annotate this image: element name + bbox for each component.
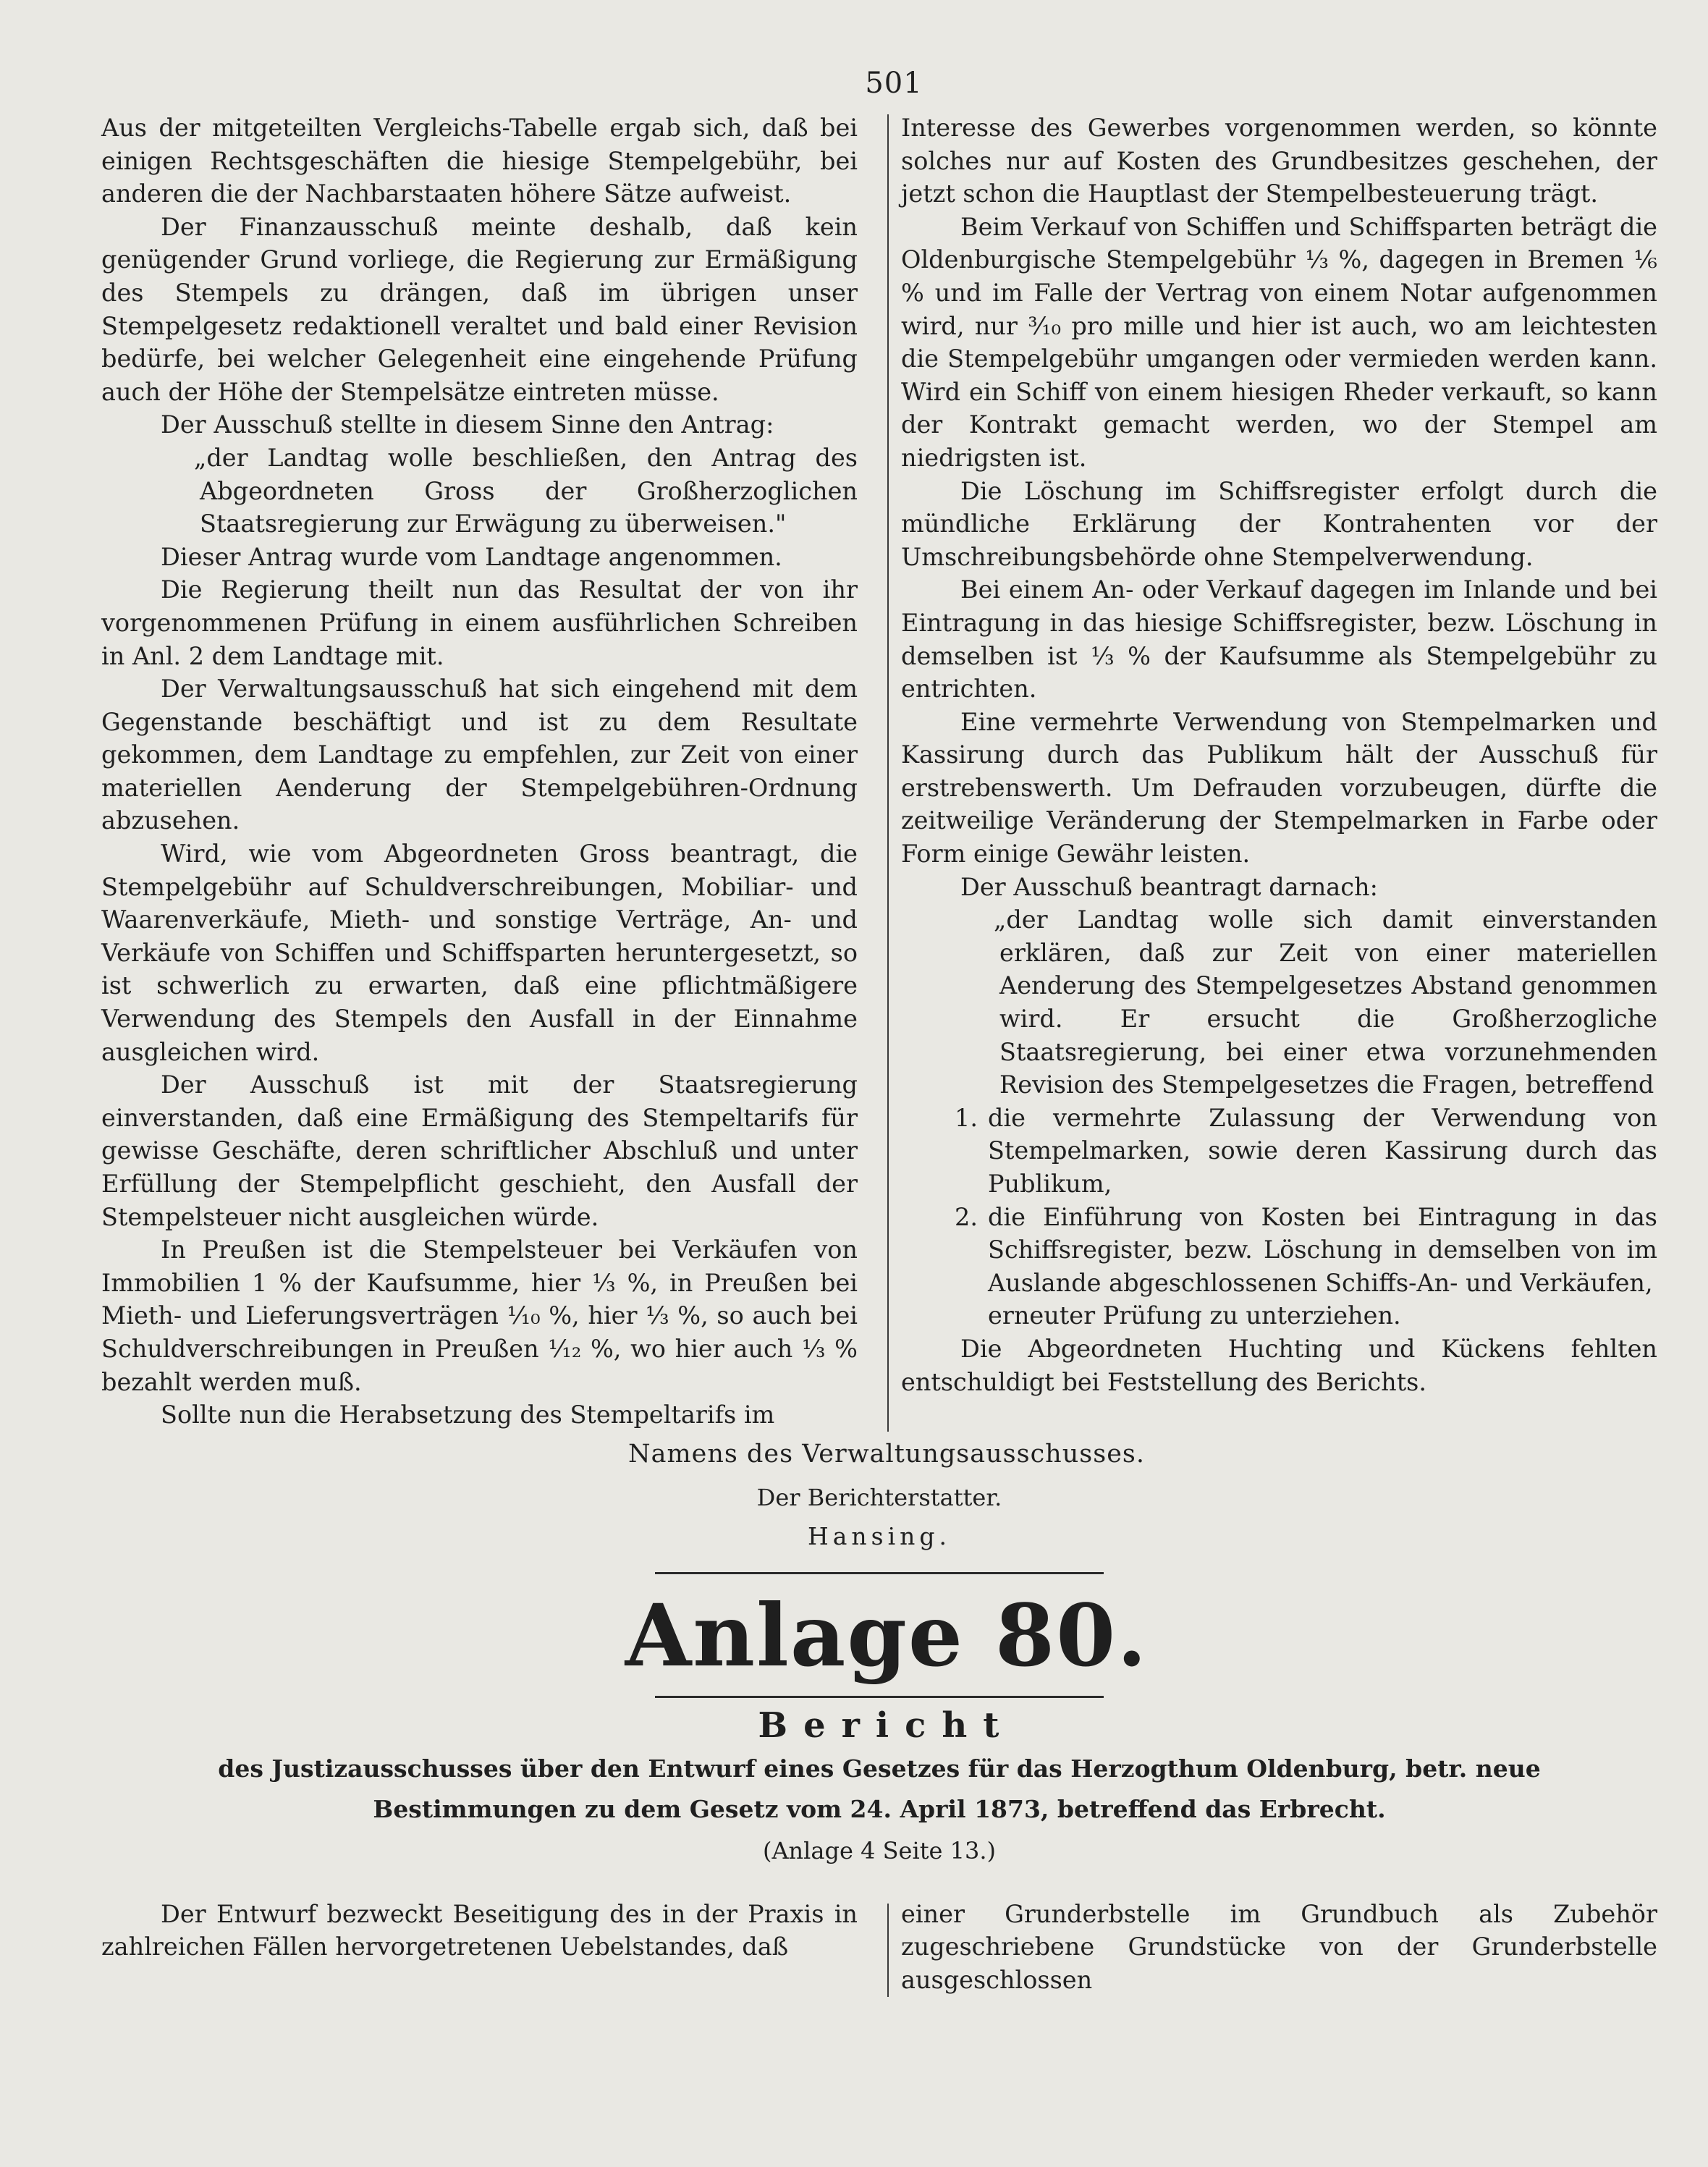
paragraph: Der Entwurf bezweckt Beseitigung des in der Praxis in zahlreichen Fällen hervorgetretenen Uebelstandes, daß <box>101 1899 858 1961</box>
paragraph: Der Ausschuß ist mit der Staatsregierung einverstanden, daß eine Ermäßigung des Stempeltarifs für gewisse Geschäfte, deren schriftlicher Abschluß und unter Erfüllung der Stempelpflicht geschieht, den Ausfall der Stempelsteuer nicht ausgleichen würde. <box>101 1070 858 1231</box>
quoted-motion: „der Landtag wolle sich damit einverstanden erklären, daß zur Zeit von einer materiellen Aenderung des Stempelgesetzes Abstand genommen wird. Er ersucht die Großherzogliche Staatsregierung, bei einer etwa vorzunehmenden Revision des Stempelgesetzes die Fragen, betreffend <box>994 905 1657 1099</box>
section-rule <box>655 1572 1104 1574</box>
paragraph: Interesse des Gewerbes vorgenommen werden, so könnte solches nur auf Kosten des Grundbesitzes geschehen, der jetzt schon die Hauptlast der Stempelbesteuerung trägt. <box>901 114 1657 208</box>
paragraph: Der Finanzausschuß meinte deshalb, daß kein genügender Grund vorliege, die Regierung zur Ermäßigung des Stempels zu drängen, daß im übrigen unser Stempelgesetz redaktionell veraltet und bald einer Revision bedürfe, bei welcher Gelegenheit eine eingehende Prüfung auch der Höhe der Stempelsätze eintreten müsse. <box>101 212 858 406</box>
top-columns <box>101 111 1657 1432</box>
left-column <box>101 111 858 1432</box>
paragraph: Beim Verkauf von Schiffen und Schiffsparten beträgt die Oldenburgische Stempelgebühr ⅓ %, dagegen in Bremen ⅙ % und im Falle der Vertrag von einem Notar aufgenommen wird, nur ³⁄₁₀ pro mille und hier ist auch, wo am leichtesten die Stempelgebühr umgangen oder vermieden werden kann. Wird ein Schiff von einem hiesigen Rheder verkauft, so kann der Kontrakt gemacht werden, wo der Stempel am niedrigsten ist. <box>901 212 1657 472</box>
list-item <box>901 1201 1657 1300</box>
list-item-text: die vermehrte Zulassung der Verwendung von Stempelmarken, sowie deren Kassirung durch das Publikum, <box>988 1103 1657 1198</box>
paragraph: Der Verwaltungsausschuß hat sich eingehend mit dem Gegenstande beschäftigt und ist zu dem Resultate gekommen, dem Landtage zu empfehlen, zur Zeit von einer materiellen Aenderung der Stempelgebühren-Ordnung abzusehen. <box>101 675 858 835</box>
list-item-number: 1. <box>955 1103 978 1132</box>
paragraph: einer Grunderbstelle im Grundbuch als Zubehör zugeschriebene Grundstücke von der Grunderbstelle ausgeschlossen <box>901 1899 1657 1994</box>
report-heading: Bericht <box>758 1705 1015 1746</box>
reporter-name: Hansing. <box>807 1521 952 1550</box>
section-rule <box>655 1696 1104 1698</box>
quoted-motion: „der Landtag wolle beschließen, den Antrag des Abgeordneten Gross der Großherzoglichen Staatsregierung zur Erwägung zu überweisen." <box>194 443 858 538</box>
paragraph: Der Ausschuß stellte in diesem Sinne den Antrag: <box>161 410 774 439</box>
list-item-text: die Einführung von Kosten bei Eintragung in das Schiffsregister, bezw. Löschung in demselben von im Auslande abgeschlossenen Schiffs-An- und Verkäufen, <box>988 1202 1657 1297</box>
paragraph: Die Löschung im Schiffsregister erfolgt durch die mündliche Erklärung der Kontrahenten vor der Umschreibungsbehörde ohne Stempelverwendung. <box>901 476 1657 571</box>
report-subtitle-line: Bestimmungen zu dem Gesetz vom 24. April 1873, betreffend das Erbrecht. <box>373 1794 1386 1823</box>
paragraph: Dieser Antrag wurde vom Landtage angenommen. <box>161 542 782 571</box>
paragraph: Die Regierung theilt nun das Resultat der von ihr vorgenommenen Prüfung in einem ausführlichen Schreiben in Anl. 2 dem Landtage mit. <box>101 575 858 670</box>
committee-line: Namens des Verwaltungsausschusses. <box>627 1439 1145 1469</box>
paragraph: In Preußen ist die Stempelsteuer bei Verkäufen von Immobilien 1 % der Kaufsumme, hier ⅓ %, in Preußen bei Mieth- und Lieferungsverträgen ¹⁄₁₀ %, hier ⅓ %, so auch bei Schuldverschreibungen in Preußen ¹⁄₁₂ %, wo hier auch ⅓ % bezahlt werden muß. <box>101 1235 858 1396</box>
report-subtitle <box>101 1749 1657 1830</box>
paragraph: Der Ausschuß beantragt darnach: <box>960 872 1378 901</box>
column-divider <box>887 1904 889 1997</box>
list-conclusion: erneuter Prüfung zu unterziehen. <box>988 1301 1401 1330</box>
right-column <box>901 1898 1657 1997</box>
right-column <box>901 111 1657 1432</box>
annex-title: Anlage 80. <box>625 1584 1149 1686</box>
paragraph: Die Abgeordneten Huchting und Kückens fehlten entschuldigt bei Feststellung des Berichts. <box>901 1334 1657 1396</box>
list-item <box>901 1102 1657 1201</box>
paragraph: Sollte nun die Herabsetzung des Stempeltarifs im <box>161 1401 775 1429</box>
column-divider <box>887 114 889 1432</box>
signoff <box>101 1435 1657 1556</box>
report-subtitle-line: des Justizausschusses über den Entwurf eines Gesetzes für das Herzogthum Oldenburg, betr. neue <box>218 1754 1541 1783</box>
left-column <box>101 1898 858 1997</box>
paragraph: Aus der mitgeteilten Vergleichs-Tabelle ergab sich, daß bei einigen Rechtsgeschäften die hiesige Stempelgebühr, bei anderen die der Nachbarstaaten höhere Sätze aufweist. <box>101 114 858 208</box>
paragraph: Wird, wie vom Abgeordneten Gross beantragt, die Stempelgebühr auf Schuldverschreibungen, Mobiliar- und Waarenverkäufe, Mieth- und sonstige Verträge, An- und Verkäufe von Schiffen und Schiffsparten heruntergesetzt, so ist schwerlich zu erwarten, daß eine pflichtmäßigere Verwendung des Stempels den Ausfall in der Einnahme ausgleichen wird. <box>101 840 858 1066</box>
reporter-role: Der Berichterstatter. <box>756 1483 1002 1511</box>
paragraph: Eine vermehrte Verwendung von Stempelmarken und Kassirung durch das Publikum hält der Ausschuß für erstrebenswerth. Um Defrauden vorzubeugen, dürfte die zeitweilige Veränderung der Stempelmarken in Farbe oder Form einige Gewähr leisten. <box>901 707 1657 869</box>
list-item-number: 2. <box>955 1202 978 1231</box>
report-reference: (Anlage 4 Seite 13.) <box>762 1836 997 1864</box>
bottom-columns <box>101 1898 1657 1997</box>
paragraph: Bei einem An- oder Verkauf dagegen im Inlande und bei Eintragung in das hiesige Schiffsregister, bezw. Löschung in demselben ist ⅓ % der Kaufsumme als Stempelgebühr zu entrichten. <box>901 575 1657 704</box>
page-number: 501 <box>865 67 923 100</box>
